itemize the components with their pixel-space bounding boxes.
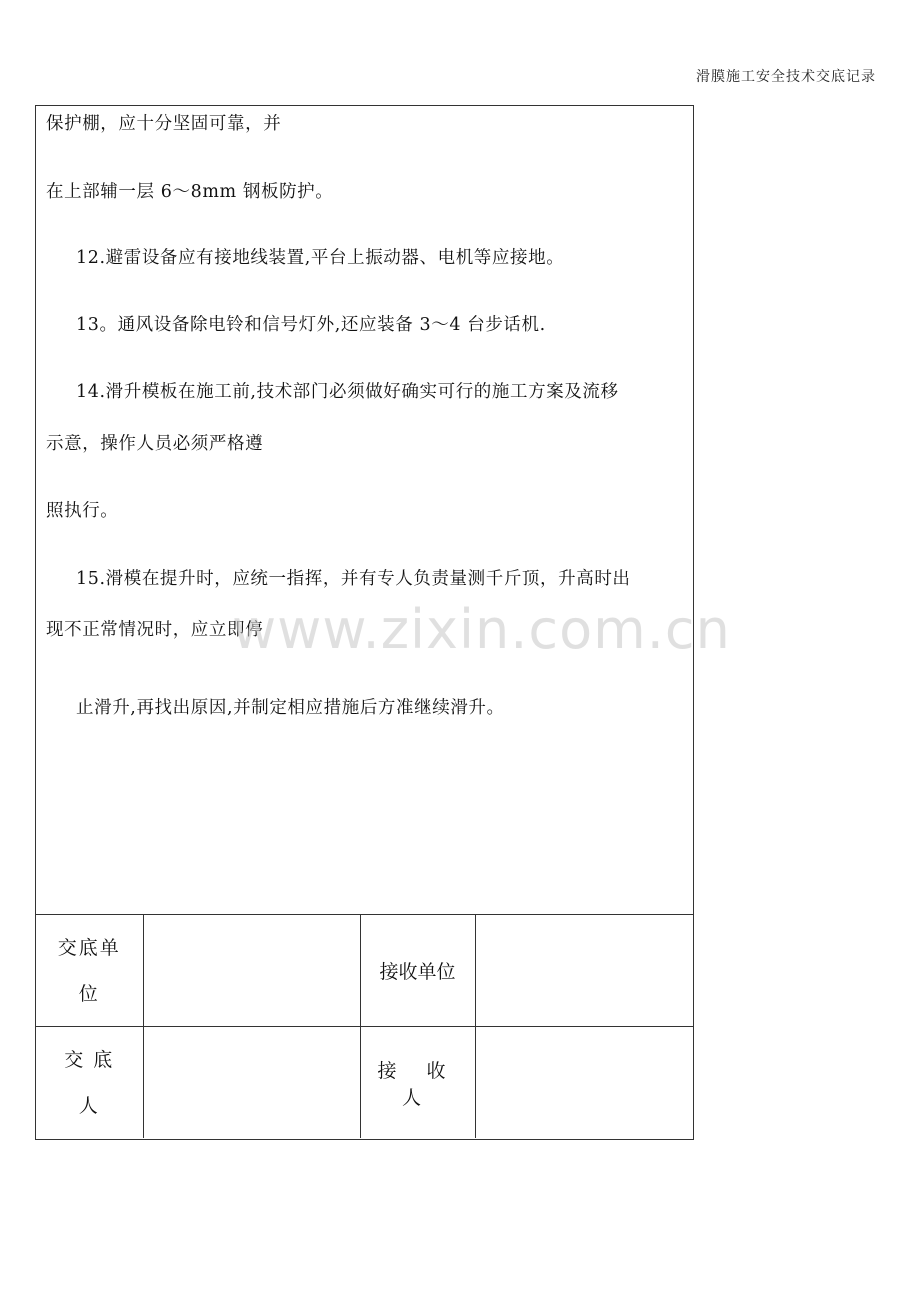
site-watermark: www.zixin.com.cn: [232, 598, 731, 661]
document-header-title: 滑膜施工安全技术交底记录: [696, 69, 876, 85]
disclosure-record-frame: [35, 105, 694, 1140]
content-line: 15.滑模在提升时，应统一指挥，并有专人负责量测千斤顶，升高时出: [76, 569, 631, 589]
disclosing-unit-value[interactable]: [143, 915, 360, 1027]
content-line: 12.避雷设备应有接地线装置,平台上振动器、电机等应接地。: [76, 248, 565, 268]
content-line: 示意，操作人员必须严格遵: [46, 434, 264, 454]
table-row: [36, 915, 693, 1027]
content-line: 现不正常情况时，应立即停: [46, 620, 264, 640]
content-section: [36, 106, 693, 915]
receiver-label: 接 收 人: [360, 1027, 475, 1139]
content-line: 在上部辅一层 6～8mm 钢板防护。: [46, 182, 334, 202]
receiver-value[interactable]: [475, 1027, 693, 1139]
content-line: 止滑升,再找出原因,并制定相应措施后方准继续滑升。: [76, 698, 505, 718]
discloser-value[interactable]: [143, 1027, 360, 1139]
disclosing-unit-label-cell: [36, 915, 143, 1027]
content-line: 14.滑升模板在施工前,技术部门必须做好确实可行的施工方案及流移: [76, 382, 619, 402]
discloser-label-cell: [36, 1027, 143, 1139]
signature-table: [36, 915, 693, 1138]
discloser-label: 交 底 人: [64, 1048, 115, 1117]
table-row: [36, 1027, 693, 1139]
disclosing-unit-label: 交底单位: [57, 936, 121, 1005]
content-line: 13。通风设备除电铃和信号灯外,还应装备 3～4 台步话机.: [76, 315, 546, 335]
receiving-unit-label: 接收单位: [360, 915, 475, 1027]
receiving-unit-value[interactable]: [475, 915, 693, 1027]
content-line: 照执行。: [46, 501, 119, 521]
content-line: 保护棚，应十分坚固可靠，并: [46, 114, 282, 134]
